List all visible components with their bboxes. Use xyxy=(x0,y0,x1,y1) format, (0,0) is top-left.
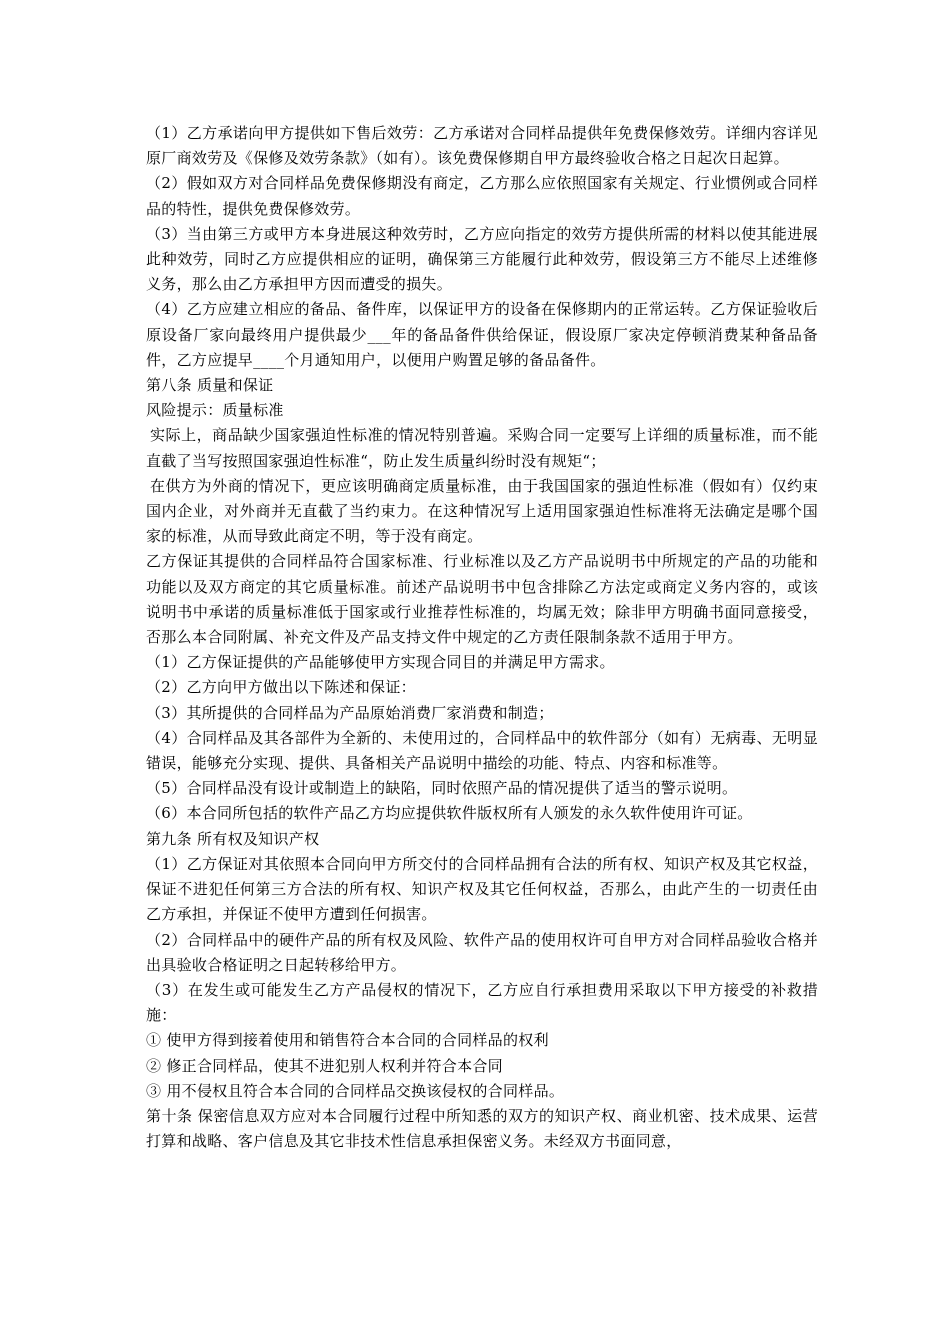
ownership-item-3: （3）在发生或可能发生乙方产品侵权的情况下，乙方应自行承担费用采取以下甲方接受的补救措施： xyxy=(146,980,818,1025)
section-heading-article-10: 第十条 保密信息双方应对本合同履行过程中所知悉的双方的知识产权、商业机密、技术成果、运营打算和战略、客户信息及其它非技术性信息承担保密义务。未经双方书面同意， xyxy=(146,1106,818,1151)
section-heading-article-9: 第九条 所有权及知识产权 xyxy=(146,829,320,848)
remedy-item-3: ③ 用不侵权且符合本合同的合同样品交换该侵权的合同样品。 xyxy=(146,1081,565,1100)
risk-note-paragraph-2: 在供方为外商的情况下，更应该明确商定质量标准，由于我国国家的强迫性标准（假如有）仅约束国内企业，对外商并无直截了当约束力。在这种情况写上适用国家强迫性标准将无法确定是哪个国家的标准，从而导致此商定不明，等于没有商定。 xyxy=(146,476,818,546)
paragraph-warranty-3: （3）当由第三方或甲方本身进展这种效劳时，乙方应向指定的效劳方提供所需的材料以使其能进展此种效劳，同时乙方应提供相应的证明，确保第三方能履行此种效劳，假设第三方不能尽上述维修义务，那么由乙方承担甲方因而遭受的损失。 xyxy=(146,224,818,294)
risk-note-heading: 风险提示：质量标准 xyxy=(146,401,284,420)
quality-item-5: （5）合同样品没有设计或制造上的缺陷，同时依照产品的情况提供了适当的警示说明。 xyxy=(146,779,738,798)
ownership-item-1: （1）乙方保证对其依照本合同向甲方所交付的合同样品拥有合法的所有权、知识产权及其它权益，保证不进犯任何第三方合法的所有权、知识产权及其它任何权益，否那么，由此产生的一切责任由乙方承担，并保证不使甲方遭到任何损害。 xyxy=(146,854,818,924)
ownership-item-2: （2）合同样品中的硬件产品的所有权及风险、软件产品的使用权许可自甲方对合同样品验收合格并出具验收合格证明之日起转移给甲方。 xyxy=(146,930,818,974)
document-page xyxy=(146,121,818,1154)
quality-item-2: （2）乙方向甲方做出以下陈述和保证： xyxy=(146,678,416,697)
quality-item-6: （6）本合同所包括的软件产品乙方均应提供软件版权所有人颁发的永久软件使用许可证。 xyxy=(146,804,753,823)
quality-item-1: （1）乙方保证提供的产品能够使甲方实现合同目的并满足甲方需求。 xyxy=(146,653,615,672)
remedy-item-2: ② 修正合同样品，使其不进犯别人权利并符合本合同 xyxy=(146,1056,503,1075)
quality-item-4: （4）合同样品及其各部件为全新的、未使用过的，合同样品中的软件部分（如有）无病毒、无明显错误，能够充分实现、提供、具备相关产品说明中描绘的功能、特点、内容和标准等。 xyxy=(146,728,818,773)
quality-item-3: （3）其所提供的合同样品为产品原始消费厂家消费和制造； xyxy=(146,703,554,722)
remedy-item-1: ① 使甲方得到接着使用和销售符合本合同的合同样品的权利 xyxy=(146,1031,549,1050)
section-heading-article-8: 第八条 质量和保证 xyxy=(146,376,274,395)
paragraph-warranty-2: （2）假如双方对合同样品免费保修期没有商定，乙方那么应依照国家有关规定、行业惯例或合同样品的特性，提供免费保修效劳。 xyxy=(146,174,818,218)
quality-guarantee-paragraph: 乙方保证其提供的合同样品符合国家标准、行业标准以及乙方产品说明书中所规定的产品的功能和功能以及双方商定的其它质量标准。前述产品说明书中包含排除乙方法定或商定义务内容的，或该说明书中承诺的质量标准低于国家或行业推荐性标准的，均属无效；除非甲方明确书面同意接受，否那么本合同附属、补充文件及产品支持文件中规定的乙方责任限制条款不适用于甲方。 xyxy=(146,552,818,647)
paragraph-warranty-1: （1）乙方承诺向甲方提供如下售后效劳：乙方承诺对合同样品提供年免费保修效劳。详细内容详见原厂商效劳及《保修及效劳条款》（如有）。该免费保修期自甲方最终验收合格之日起次日起算。 xyxy=(146,124,818,168)
paragraph-warranty-4: （4）乙方应建立相应的备品、备件库，以保证甲方的设备在保修期内的正常运转。乙方保证验收后原设备厂家向最终用户提供最少___年的备品备件供给保证，假设原厂家决定停顿消费某种备品备件，乙方应提早____个月通知用户，以便用户购置足够的备品备件。 xyxy=(146,300,818,369)
risk-note-paragraph-1: 实际上，商品缺少国家强迫性标准的情况特别普遍。采购合同一定要写上详细的质量标准，而不能直截了当写按照国家强迫性标准“，防止发生质量纠纷时没有规矩“； xyxy=(146,426,818,470)
